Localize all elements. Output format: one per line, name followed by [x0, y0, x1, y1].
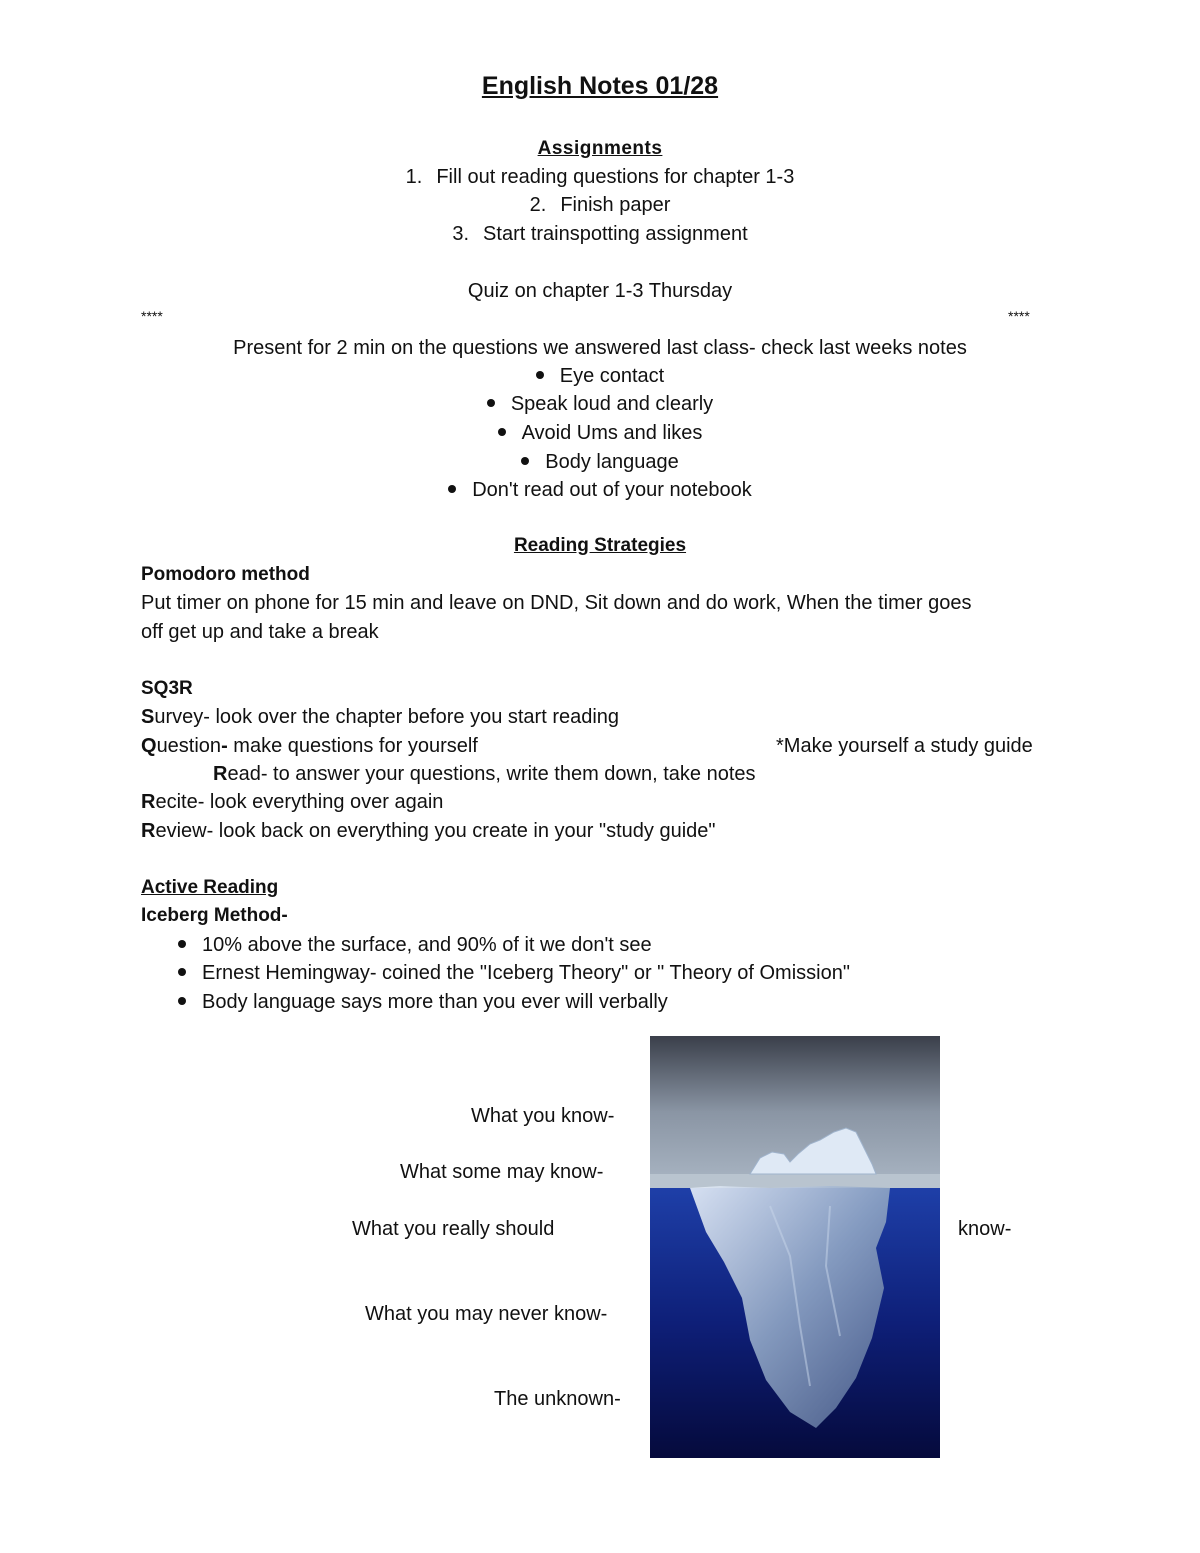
bullet-icon [178, 940, 186, 948]
iceberg-label-never: What you may never know- [365, 1303, 608, 1325]
list-number: 2. [529, 194, 547, 216]
assignment-item-2 [0, 195, 1200, 215]
iceberg-label-really-end: know- [958, 1218, 1012, 1240]
sq3r-text: ead- to answer your questions, write them down, take notes [227, 763, 756, 785]
present-bullet [0, 423, 1200, 443]
present-instruction: Present for 2 min on the questions we answered last class- check last weeks notes [233, 337, 967, 359]
sq3r-text: eview- look back on everything you create in your "study guide" [155, 820, 716, 842]
study-guide-note: *Make yourself a study guide [776, 735, 1033, 757]
list-number: 1. [405, 166, 423, 188]
stars-left: **** [141, 308, 163, 324]
iceberg-image [650, 1036, 940, 1458]
iceberg-label-some: What some may know- [400, 1161, 604, 1183]
iceberg-label-know: What you know- [471, 1105, 615, 1127]
pomodoro-title: Pomodoro method [141, 564, 310, 585]
sq3r-dash: - [221, 735, 228, 757]
assignments-heading: Assignments [537, 138, 663, 159]
assignment-text: Start trainspotting assignment [483, 223, 748, 245]
bullet-icon [536, 371, 544, 379]
iceberg-label-unknown: The unknown- [494, 1388, 621, 1410]
sq3r-read [213, 764, 756, 784]
bullet-text: Avoid Ums and likes [521, 422, 703, 444]
sq3r-letter: R [213, 763, 228, 785]
bullet-text: Don't read out of your notebook [472, 479, 752, 501]
bullet-text: Speak loud and clearly [510, 393, 714, 415]
sq3r-text: make questions for yourself [227, 735, 478, 757]
sq3r-question [141, 736, 478, 756]
bullet-text: Ernest Hemingway- coined the "Iceberg Theory" or " Theory of Omission" [202, 962, 850, 984]
sq3r-title: SQ3R [141, 678, 193, 699]
bullet-icon [178, 968, 186, 976]
present-bullet [0, 394, 1200, 414]
list-number: 3. [452, 223, 470, 245]
bullet-icon [448, 485, 456, 493]
active-reading-heading: Active Reading [141, 877, 279, 898]
assignment-item-1 [0, 167, 1200, 187]
sq3r-letter: R [141, 791, 156, 813]
sq3r-text: uestion [156, 735, 222, 757]
sq3r-review [141, 821, 716, 841]
reading-strategies-heading: Reading Strategies [513, 535, 687, 556]
page-title: English Notes 01/28 [481, 72, 719, 100]
bullet-icon [498, 428, 506, 436]
sq3r-text: ecite- look everything over again [155, 791, 444, 813]
stars-right: **** [1008, 308, 1030, 324]
assignment-text: Fill out reading questions for chapter 1-3 [436, 166, 795, 188]
sq3r-letter: Q [141, 735, 157, 757]
bullet-text: Body language says more than you ever will verbally [202, 991, 668, 1013]
iceberg-method-title: Iceberg Method- [141, 905, 288, 926]
present-bullet [0, 366, 1200, 386]
bullet-icon [521, 457, 529, 465]
sq3r-letter: R [141, 820, 156, 842]
present-bullet [0, 452, 1200, 472]
quiz-note: Quiz on chapter 1-3 Thursday [467, 280, 733, 302]
iceberg-bullet [178, 992, 668, 1012]
sq3r-text: urvey- look over the chapter before you start reading [154, 706, 620, 728]
pomodoro-line-2: off get up and take a break [141, 621, 379, 643]
bullet-text: Eye contact [559, 365, 665, 387]
sq3r-letter: S [141, 706, 155, 728]
sea-surface [650, 1174, 940, 1188]
bullet-icon [487, 399, 495, 407]
assignment-item-3 [0, 224, 1200, 244]
iceberg-label-really: What you really should [352, 1218, 555, 1240]
bullet-text: Body language [545, 451, 679, 473]
iceberg-bullet [178, 963, 850, 983]
bullet-text: 10% above the surface, and 90% of it we don't see [202, 934, 652, 956]
sq3r-recite [141, 792, 443, 812]
present-bullet [0, 480, 1200, 500]
iceberg-bullet [178, 935, 652, 955]
bullet-icon [178, 997, 186, 1005]
assignment-text: Finish paper [560, 194, 671, 216]
sq3r-survey [141, 707, 619, 727]
pomodoro-line-1: Put timer on phone for 15 min and leave on DND, Sit down and do work, When the timer goes [141, 592, 972, 614]
